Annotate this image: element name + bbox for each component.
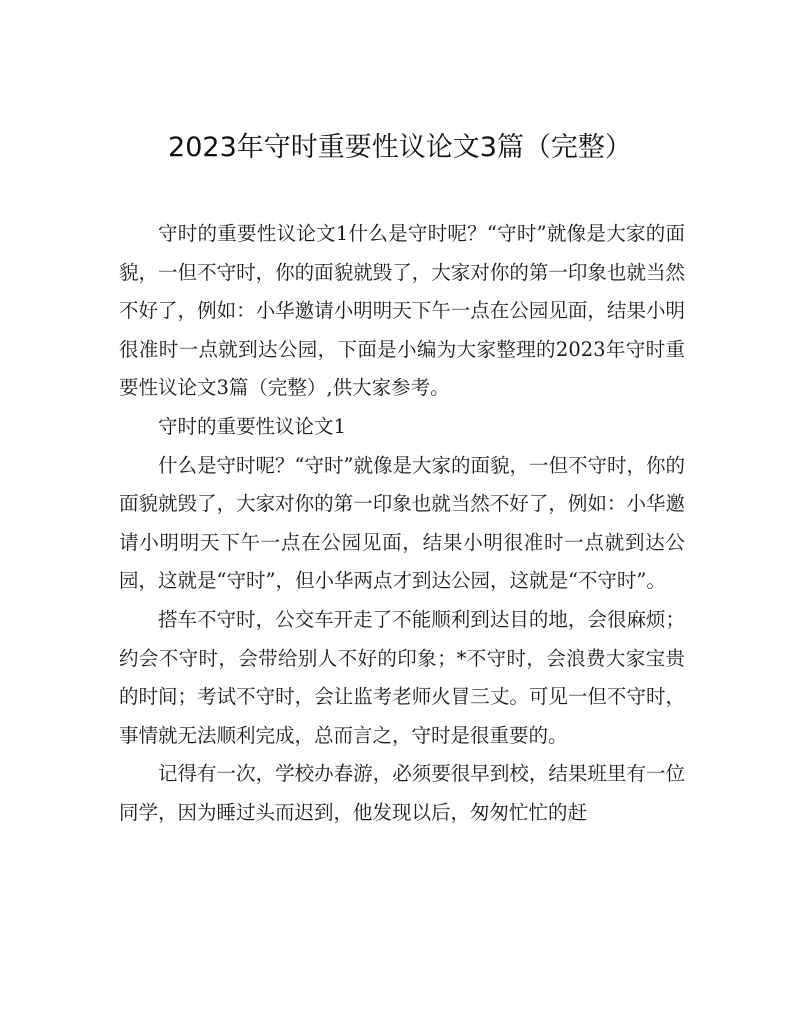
paragraph-intro: 守时的重要性议论文1什么是守时呢？“守时”就像是大家的面貌，一但不守时，你的面貌就毁了，大家对你的第一印象也就当然不好了，例如：小华邀请小明明天下午一点在公园见面，结果小明很准时一点就到达公园，下面是小编为大家整理的2023年守时重要性议论文3篇（完整）,供大家参考。: [119, 222, 685, 400]
section-heading: 守时的重要性议论文1: [158, 414, 346, 438]
paragraph-story: 记得有一次，学校办春游，必须要很早到校，结果班里有一位同学，因为睡过头而迟到，他发现以后，匆匆忙忙的赶: [119, 762, 685, 824]
paragraph-definition: 什么是守时呢？“守时”就像是大家的面貌，一但不守时，你的面貌就毁了，大家对你的第一印象也就当然不好了，例如：小华邀请小明明天下午一点在公园见面，结果小明很准时一点就到达公园，这就是“守时”，但小华两点才到达公园，这就是“不守时”。: [119, 453, 685, 593]
document-title: 2023年守时重要性议论文3篇（完整）: [168, 132, 632, 163]
document-body: [119, 215, 685, 833]
paragraph-examples: 搭车不守时，公交车开走了不能顺利到达目的地，会很麻烦；约会不守时，会带给别人不好的印象；*不守时，会浪费大家宝贵的时间；考试不守时，会让监考老师火冒三丈。可见一但不守时，事情就无法顺利完成，总而言之，守时是很重要的。: [119, 607, 685, 747]
